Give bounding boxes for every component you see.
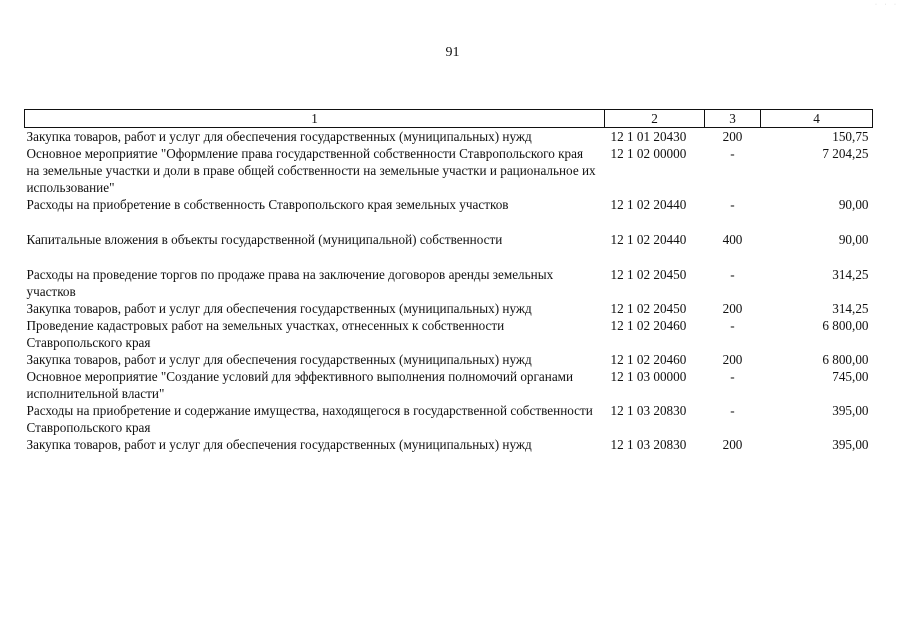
row-code: 12 1 02 20440 xyxy=(610,232,687,247)
row-code: 12 1 03 00000 xyxy=(610,369,687,384)
row-amount: 314,25 xyxy=(832,301,869,316)
table-row xyxy=(25,368,873,402)
table-row xyxy=(25,317,873,351)
page-number: 91 xyxy=(445,45,460,60)
scan-corner-mark: · · · xyxy=(875,2,899,8)
row-description: Закупка товаров, работ и услуг для обеспечения государственных (муниципальных) нужд xyxy=(26,129,532,144)
row-code: 12 1 02 20440 xyxy=(610,197,687,212)
table-row xyxy=(25,300,873,317)
row-code: 12 1 03 20830 xyxy=(610,403,687,418)
row-description: Проведение кадастровых работ на земельных участках, отнесенных к собственности Ставропольского края xyxy=(26,318,505,350)
table-row xyxy=(25,436,873,453)
table-row xyxy=(25,128,873,146)
row-amount: 395,00 xyxy=(832,437,869,452)
table-row xyxy=(25,266,873,300)
row-type: - xyxy=(730,318,735,333)
table-row xyxy=(25,351,873,368)
row-type: 200 xyxy=(722,352,743,367)
table-header xyxy=(25,110,873,128)
column-header-1: 1 xyxy=(25,110,605,128)
row-code: 12 1 02 20450 xyxy=(610,267,687,282)
row-amount: 90,00 xyxy=(838,232,869,247)
budget-table xyxy=(24,109,873,453)
table-header-row xyxy=(25,110,873,128)
row-type: - xyxy=(730,267,735,282)
row-description: Основное мероприятие "Оформление права государственной собственности Ставропольского края на земельные участки и доли в праве общей собственности на земельные участки и рациональное их использование" xyxy=(26,146,596,195)
row-code: 12 1 02 20450 xyxy=(610,301,687,316)
row-type: 200 xyxy=(722,437,743,452)
table-body xyxy=(25,128,873,454)
table-row xyxy=(25,231,873,266)
column-header-4: 4 xyxy=(761,110,873,128)
row-description: Основное мероприятие "Создание условий для эффективного выполнения полномочий органами исполнительной власти" xyxy=(26,369,574,401)
row-type: - xyxy=(730,369,735,384)
row-description: Закупка товаров, работ и услуг для обеспечения государственных (муниципальных) нужд xyxy=(26,437,532,452)
table-row xyxy=(25,145,873,196)
row-code: 12 1 02 00000 xyxy=(610,146,687,161)
row-type: 200 xyxy=(722,301,743,316)
row-code: 12 1 02 20460 xyxy=(610,352,687,367)
row-amount: 150,75 xyxy=(832,129,869,144)
row-type: - xyxy=(730,197,735,212)
row-description: Расходы на приобретение в собственность Ставропольского края земельных участков xyxy=(26,197,509,212)
row-type: 400 xyxy=(722,232,743,247)
row-amount: 90,00 xyxy=(838,197,869,212)
row-description: Капитальные вложения в объекты государственной (муниципальной) собственности xyxy=(26,232,503,247)
row-type: - xyxy=(730,403,735,418)
column-header-3: 3 xyxy=(705,110,761,128)
table-row xyxy=(25,402,873,436)
column-header-2: 2 xyxy=(605,110,705,128)
row-description: Закупка товаров, работ и услуг для обеспечения государственных (муниципальных) нужд xyxy=(26,352,532,367)
row-amount: 395,00 xyxy=(832,403,869,418)
row-code: 12 1 01 20430 xyxy=(610,129,687,144)
row-amount: 6 800,00 xyxy=(822,352,869,367)
row-description: Закупка товаров, работ и услуг для обеспечения государственных (муниципальных) нужд xyxy=(26,301,532,316)
row-code: 12 1 02 20460 xyxy=(610,318,687,333)
row-amount: 7 204,25 xyxy=(822,146,869,161)
row-amount: 314,25 xyxy=(832,267,869,282)
row-description: Расходы на проведение торгов по продаже права на заключение договоров аренды земельных участков xyxy=(26,267,554,299)
table-row xyxy=(25,196,873,231)
row-type: 200 xyxy=(722,129,743,144)
row-code: 12 1 03 20830 xyxy=(610,437,687,452)
row-amount: 6 800,00 xyxy=(822,318,869,333)
row-amount: 745,00 xyxy=(832,369,869,384)
row-type: - xyxy=(730,146,735,161)
row-description: Расходы на приобретение и содержание имущества, находящегося в государственной собственности Ставропольского края xyxy=(26,403,593,435)
